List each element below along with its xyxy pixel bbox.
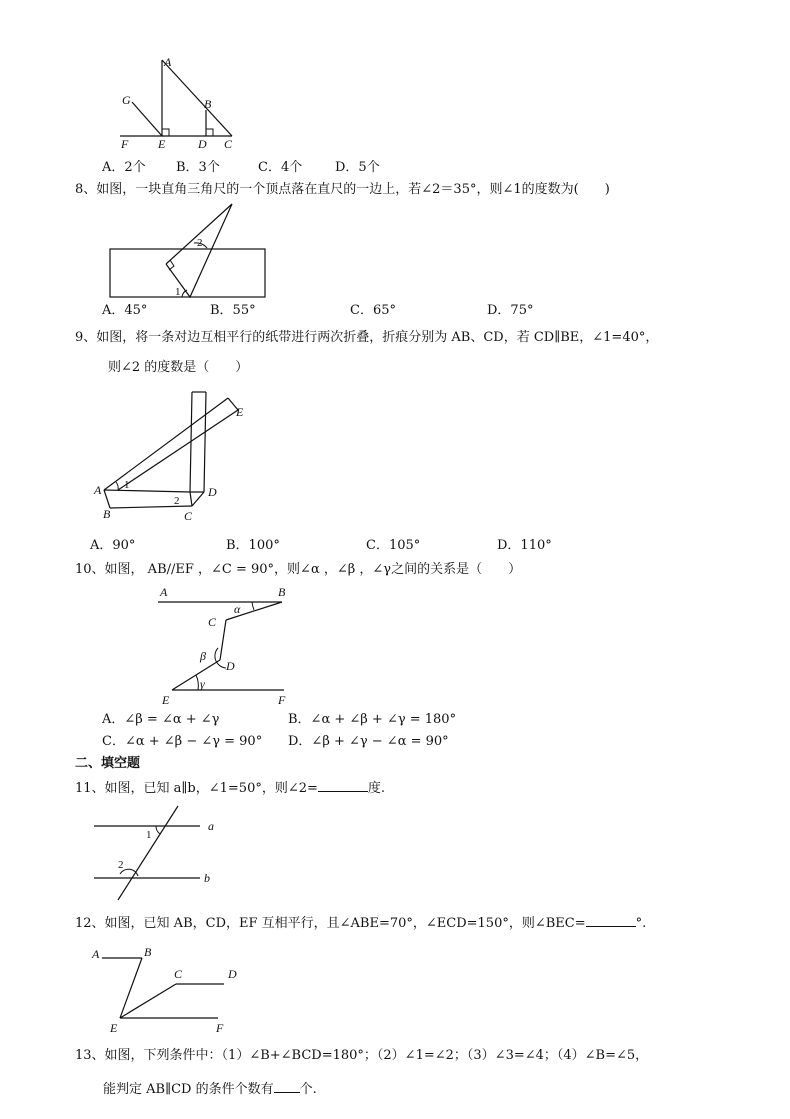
q11-answer-blank[interactable] [318,779,368,792]
q12-answer-blank[interactable] [586,914,636,927]
q8-figure [108,202,270,300]
q8-option-c: C．65° [350,303,396,318]
q10-option-a: A．∠β = ∠α + ∠γ [102,712,220,727]
q10-label-alpha: α [234,602,241,616]
q7-label-E: E [158,137,166,151]
q11-angle-1-label: 1 [146,829,152,841]
q13-answer-blank[interactable] [274,1080,300,1093]
q9-option-b: B．100° [226,538,280,553]
q10-label-B: B [278,585,286,599]
q12-figure [88,940,238,1036]
q10-option-b: B．∠α + ∠β + ∠γ = 180° [288,712,457,727]
q13-stem-pre: 能判定 AB∥CD 的条件个数有 [103,1082,274,1097]
q12-stem-post: °. [635,916,647,931]
q7-label-C: C [224,137,233,151]
q12-label-D: D [228,967,237,981]
q10-label-C: C [208,615,217,629]
q11-stem-post: 度. [367,781,386,796]
q7-label-F: F [121,137,129,151]
q10-label-gamma: γ [200,677,205,691]
q7-option-c: C．4个 [258,160,303,175]
q9-angle-2-label: 2 [174,495,180,507]
q7-figure [110,52,250,152]
q10-label-E: E [162,693,170,707]
q12-label-B: B [144,945,152,959]
q9-option-d: D．110° [497,538,552,553]
q12-label-A: A [92,947,100,961]
q9-angle-1-label: 1 [124,479,130,491]
q10-option-c: C．∠α + ∠β − ∠γ = 90° [102,734,263,749]
q8-option-a: A．45° [102,303,148,318]
q11-label-a: a [208,819,214,833]
q12-label-F: F [216,1021,224,1035]
q8-angle-2-label: 2 [197,237,203,249]
q9-label-A: A [94,483,102,497]
q7-option-a: A．2个 [102,160,146,175]
q7-label-A: A [164,55,172,69]
q10-stem: 10、如图， AB//EF ，∠C = 90°，则∠α ，∠β ，∠γ之间的关系是（ ） [75,562,522,577]
q7-option-b: B．3个 [176,160,220,175]
q8-angle-1-label: 1 [175,286,181,298]
q12-stem-pre: 12、如图，已知 AB，CD，EF 互相平行，且∠ABE=70°，∠ECD=150°，则∠BEC= [75,916,586,931]
q9-stem-line1: 9、如图，将一条对边互相平行的纸带进行两次折叠，折痕分别为 AB、CD，若 CD∥BE，∠1=40°， [75,330,659,345]
q7-label-G: G [122,93,131,107]
q9-option-a: A．90° [90,538,136,553]
q13-stem-line1: 13、如图，下列条件中：（1）∠B+∠BCD=180°；（2）∠1=∠2；（3）∠3=∠4；（4）∠B=∠5， [75,1048,649,1063]
q12-label-E: E [110,1021,118,1035]
q11-angle-2-label: 2 [118,859,124,871]
q8-option-b: B．55° [210,303,256,318]
q9-label-D: D [208,485,217,499]
q13-stem-line2 [103,1080,317,1098]
q9-label-E: E [236,405,244,419]
q7-option-d: D．5个 [335,160,380,175]
q11-stem-pre: 11、如图，已知 a∥b，∠1=50°，则∠2= [75,781,318,796]
q7-label-B: B [204,97,212,111]
q12-label-C: C [174,967,183,981]
q11-stem [75,779,385,797]
q7-label-D: D [198,137,207,151]
q11-figure [88,804,228,904]
q10-option-d: D．∠β + ∠γ − ∠α = 90° [288,734,449,749]
q9-label-B: B [103,507,111,521]
q10-figure [150,582,300,710]
q12-stem [75,914,646,932]
q10-label-beta: β [200,649,206,663]
q11-label-b: b [204,871,210,885]
q10-label-D: D [226,659,235,673]
q8-option-d: D．75° [487,303,534,318]
q9-figure [88,386,258,528]
q8-stem: 8、如图，一块直角三角尺的一个顶点落在直尺的一边上，若∠2＝35°，则∠1的度数为( ) [75,182,610,197]
q9-stem-line2: 则∠2 的度数是（ ） [108,360,249,375]
q13-stem-post: 个. [299,1082,317,1097]
q10-label-F: F [278,693,286,707]
section-fill-in-heading: 二、填空题 [75,756,141,771]
q9-label-C: C [184,509,193,523]
q9-option-c: C．105° [366,538,421,553]
q10-label-A: A [160,585,168,599]
